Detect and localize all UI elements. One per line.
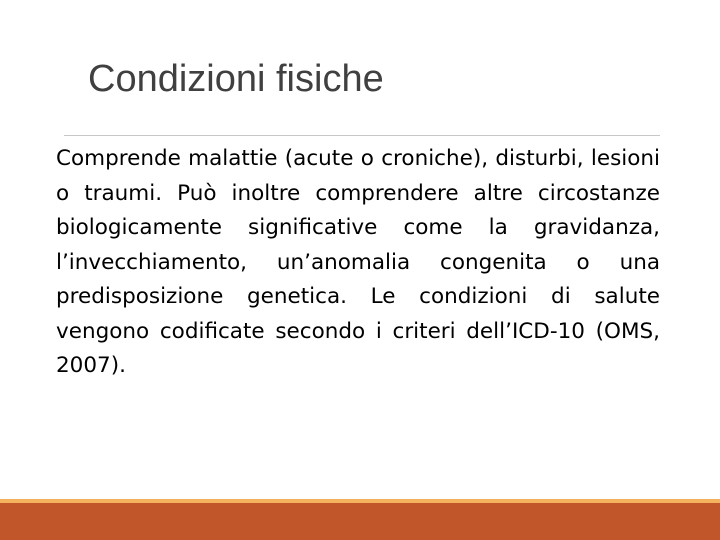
title-divider xyxy=(64,135,660,136)
footer-accent-bar xyxy=(0,503,720,540)
slide-body-text: Comprende malattie (acute o croniche), disturbi, lesioni o traumi. Può inoltre comprendere altre circostanze biologicamente significative come la gravidanza, l’invecchiamento, un’anomalia congenita o una predisposizione genetica. Le condizioni di salute vengono codificate secondo i criteri dell’ICD-10 (OMS, 2007). xyxy=(56,146,660,378)
slide-title: Condizioni fisiche xyxy=(88,58,384,100)
